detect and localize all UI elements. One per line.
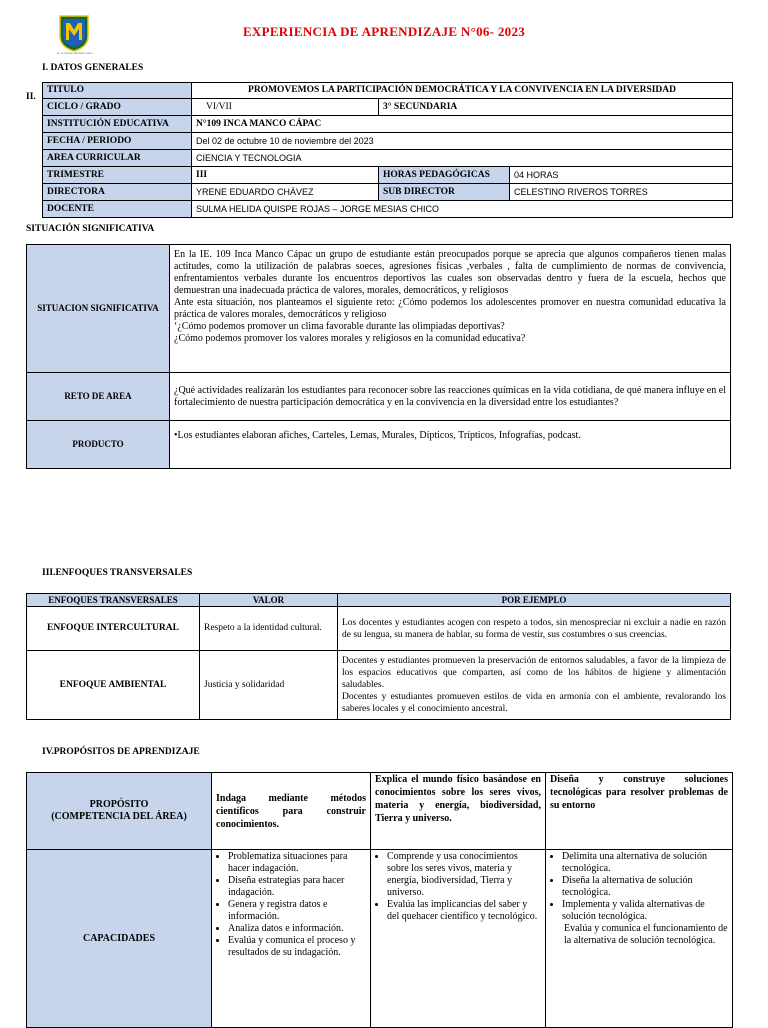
enfoque-ejemplo: Docentes y estudiantes promueven la preservación de entornos saludables, a favor de la limpieza de los espacios educativos que comparten, así como de los hábitos de higiene y alimentación saludables.: [342, 656, 726, 690]
enfoques-col-header: ENFOQUES TRANSVERSALES: [27, 594, 200, 607]
enfoque-name: ENFOQUE AMBIENTAL: [27, 651, 200, 720]
bullet-icon: •: [174, 430, 178, 441]
list-item: • Diseña estrategias para hacer indagación.: [228, 875, 366, 899]
section-heading-situacion: SITUACIÓN SIGNIFICATIVA: [26, 224, 155, 234]
list-item: • Evalúa y comunica el proceso y resultados de su indagación.: [228, 935, 366, 959]
reto-text: ¿Qué actividades realizarán los estudiantes para reconocer sobre las reacciones químicas en la vida cotidiana, de qué manera influye en el fortalecimiento de nuestra participación democrática y en la convivencia en la diversidad entre los estudiantes?: [170, 373, 731, 421]
trimestre-label: TRIMESTRE: [43, 167, 192, 184]
ciclo-label: CICLO / GRADO: [43, 99, 192, 116]
valor-col-header: VALOR: [200, 594, 338, 607]
titulo-label: TITULO: [43, 83, 192, 99]
enfoque-ejemplo-cell: [338, 651, 731, 720]
producto-text: Los estudiantes elaboran afiches, Carteles, Lemas, Murales, Dípticos, Trípticos, Infografías, podcast.: [177, 430, 581, 441]
logo-caption: I.E. N°109 INCA MANCO CÁPAC: [56, 52, 94, 55]
capacidad-extra: Evalúa y comunica el funcionamiento de la alternativa de solución tecnológica.: [564, 923, 728, 946]
enfoques-table: [26, 593, 731, 720]
area-label: AREA CURRICULAR: [43, 150, 192, 167]
area-value: CIENCIA Y TECNOLOGIA: [192, 150, 733, 167]
enfoque-name: ENFOQUE INTERCULTURAL: [27, 607, 200, 651]
competencia-3: Diseña y construye soluciones tecnológicas para resolver problemas de su entorno: [546, 773, 733, 850]
enfoque-valor: Justicia y solidaridad: [200, 651, 338, 720]
list-item: • Problematiza situaciones para hacer indagación.: [228, 851, 366, 875]
docente-label: DOCENTE: [43, 201, 192, 218]
trimestre-value: III: [192, 167, 379, 184]
directora-label: DIRECTORA: [43, 184, 192, 201]
list-item: • Genera y registra datos e información.: [228, 899, 366, 923]
producto-cell: [170, 421, 731, 469]
ie-value: N°109 INCA MANCO CÁPAC: [192, 116, 733, 133]
situacion-reto: Ante esta situación, nos planteamos el siguiente reto: ¿Cómo podemos los adolescentes promover en nuestra comunidad educativa la práctica de valores morales, democráticos y religioso: [174, 297, 726, 320]
grado-value: 3° SECUNDARIA: [379, 99, 733, 116]
ejemplo-col-header: POR EJEMPLO: [338, 594, 731, 607]
propositos-table: [26, 772, 733, 1028]
situacion-question-2: ¿Cómo podemos promover los valores morales y religiosos en la comunidad educativa?: [174, 333, 526, 344]
situacion-text: En la IE. 109 Inca Manco Cápac un grupo de estudiante están preocupados porque se aprecia que algunos compañeros tienen malas actitudes, como la utilización de palabras soeces, agresiones físicas ,verbales , falta de cumplimiento de normas de convivencia, enfrentamientos verbales durante los encuentros deportivos las cuales son observadas dentro y fuera de la escuela, hechos que demuestran una inadecuada práctica de valores, morales, democráticos, y religiosos: [174, 249, 726, 296]
producto-label: PRODUCTO: [27, 421, 170, 469]
situacion-question-1: ‘¿Cómo podemos promover un clima favorable durante las olimpiadas deportivas?: [174, 321, 505, 332]
roman-marker: II.: [26, 92, 36, 102]
proposito-label: PROPÓSITO (COMPETENCIA DEL ÁREA): [27, 773, 212, 850]
list-item: • Implementa y valida alternativas de solución tecnológica.: [562, 899, 728, 923]
capacidades-cell-2: [371, 850, 546, 1028]
ie-label: INSTITUCIÓN EDUCATIVA: [43, 116, 192, 133]
table-row: [27, 651, 731, 720]
situacion-text-cell: [170, 245, 731, 373]
subdirector-value: CELESTINO RIVEROS TORRES: [510, 184, 733, 201]
datos-generales-table: [42, 82, 733, 218]
list-item: • Analiza datos e información.: [228, 923, 366, 935]
capacidades-cell-1: [212, 850, 371, 1028]
capacidades-label: CAPACIDADES: [27, 850, 212, 1028]
reto-label: RETO DE AREA: [27, 373, 170, 421]
subdirector-label: SUB DIRECTOR: [379, 184, 510, 201]
section-heading-propositos: IV.PROPÓSITOS DE APRENDIZAJE: [42, 747, 200, 757]
docente-value: SULMA HELIDA QUISPE ROJAS – JORGE MESIAS CHICO: [192, 201, 733, 218]
enfoque-ejemplo: Los docentes y estudiantes acogen con respeto a todos, sin menospreciar ni excluir a nadie en razón de su lengua, su manera de hablar, su forma de vestir, sus costumbres o sus creencias.: [338, 607, 731, 651]
table-row: [27, 607, 731, 651]
competencia-2: Explica el mundo físico basándose en conocimientos sobre los seres vivos, materia y energía, biodiversidad, Tierra y universo.: [371, 773, 546, 850]
list-item: • Diseña la alternativa de solución tecnológica.: [562, 875, 728, 899]
horas-label: HORAS PEDAGÓGICAS: [379, 167, 510, 184]
list-item: • Comprende y usa conocimientos sobre los seres vivos, materia y energía, biodiversidad, Tierra y universo.: [387, 851, 541, 899]
section-heading-datos: I. DATOS GENERALES: [42, 63, 144, 73]
directora-value: YRENE EDUARDO CHÁVEZ: [192, 184, 379, 201]
titulo-value: PROMOVEMOS LA PARTICIPACIÓN DEMOCRÁTICA Y LA CONVIVENCIA EN LA DIVERSIDAD: [192, 83, 733, 99]
list-item: • Delimita una alternativa de solución tecnológica.: [562, 851, 728, 875]
enfoque-valor: Respeto a la identidad cultural.: [200, 607, 338, 651]
ciclo-value: VI/VII: [192, 99, 379, 116]
list-item: • Evalúa las implicancias del saber y del quehacer científico y tecnológico.: [387, 899, 541, 923]
document-title: EXPERIENCIA DE APRENDIZAJE N°06- 2023: [242, 24, 526, 39]
capacidades-cell-3: [546, 850, 733, 1028]
enfoque-ejemplo: Docentes y estudiantes promueven estilos de vida en armonía con el ambiente, revalorando los saberes locales y el conocimiento ancestral.: [342, 692, 726, 714]
competencia-1: Indaga mediante métodos científicos para construir conocimientos.: [212, 773, 371, 850]
fecha-value: Del 02 de octubre 10 de noviembre del 2023: [192, 133, 733, 150]
horas-value: 04 HORAS: [510, 167, 733, 184]
situacion-label: SITUACION SIGNIFICATIVA: [27, 245, 170, 373]
situacion-significativa-table: [26, 244, 731, 469]
section-heading-enfoques: III.ENFOQUES TRANSVERSALES: [42, 568, 193, 578]
fecha-label: FECHA / PERIODO: [43, 133, 192, 150]
